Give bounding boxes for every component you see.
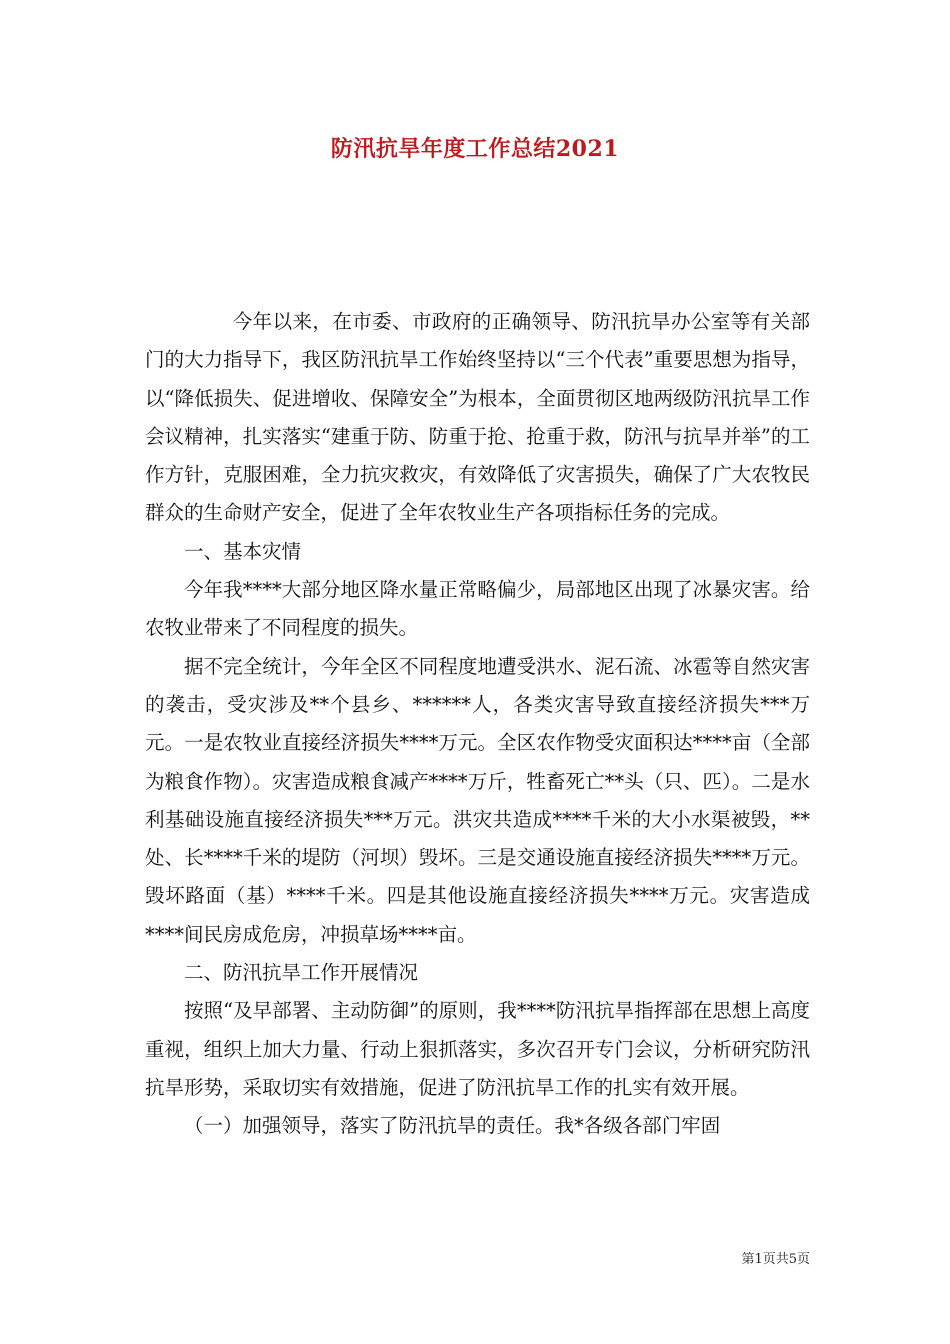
paragraph-rainfall: 今年我****大部分地区降水量正常略偏少，局部地区出现了冰暴灾害。给农牧业带来了不同程度的损失。 bbox=[145, 578, 810, 640]
paragraph-principle: 按照“及早部署、主动防御”的原则，我****防汛抗旱指挥部在思想上高度重视，组织上加大力量、行动上狠抓落实，多次召开专门会议，分析研究防汛抗旱形势，采取切实有效措施，促进了防汛抗旱工作的扎实有效开展。 bbox=[145, 999, 810, 1099]
document-title: 防汛抗旱年度工作总结2021 bbox=[330, 136, 620, 162]
page-footer: 第1页共5页 bbox=[741, 1252, 810, 1267]
section-heading-work-progress: 二、防汛抗旱工作开展情况 bbox=[184, 961, 419, 985]
section-heading-basic-disaster: 一、基本灾情 bbox=[184, 539, 302, 563]
paragraph-leadership: （一）加强领导，落实了防汛抗旱的责任。我*各级各部门牢固 bbox=[184, 1114, 721, 1138]
intro-paragraph: 今年以来，在市委、市政府的正确领导、防汛抗旱办公室等有关部门的大力指导下，我区防汛抗旱工作始终坚持以“三个代表”重要思想为指导，以“降低损失、促进增收、保障安全”为根本，全面贯彻区地两级防汛抗旱工作会议精神，扎实落实“建重于防、防重于抢、抢重于救，防汛与抗旱并举”的工作方针，克服困难，全力抗灾救灾，有效降低了灾害损失，确保了广大农牧民群众的生命财产安全，促进了全年农牧业生产各项指标任务的完成。 bbox=[145, 310, 810, 525]
document-body bbox=[145, 303, 810, 1146]
paragraph-statistics: 据不完全统计，今年全区不同程度地遭受洪水、泥石流、冰雹等自然灾害的袭击，受灾涉及**个县乡、******人，各类灾害导致直接经济损失***万元。一是农牧业直接经济损失****万元。全区农作物受灾面积达****亩（全部为粮食作物）。灾害造成粮食减产****万斤，牲畜死亡**头（只、匹）。二是水利基础设施直接经济损失***万元。洪灾共造成****千米的大小水渠被毁，**处、长****千米的堤防（河坝）毁坏。三是交通设施直接经济损失****万元。毁坏路面（基）****千米。四是其他设施直接经济损失****万元。灾害造成****间民房成危房，冲损草场****亩。 bbox=[145, 654, 810, 946]
